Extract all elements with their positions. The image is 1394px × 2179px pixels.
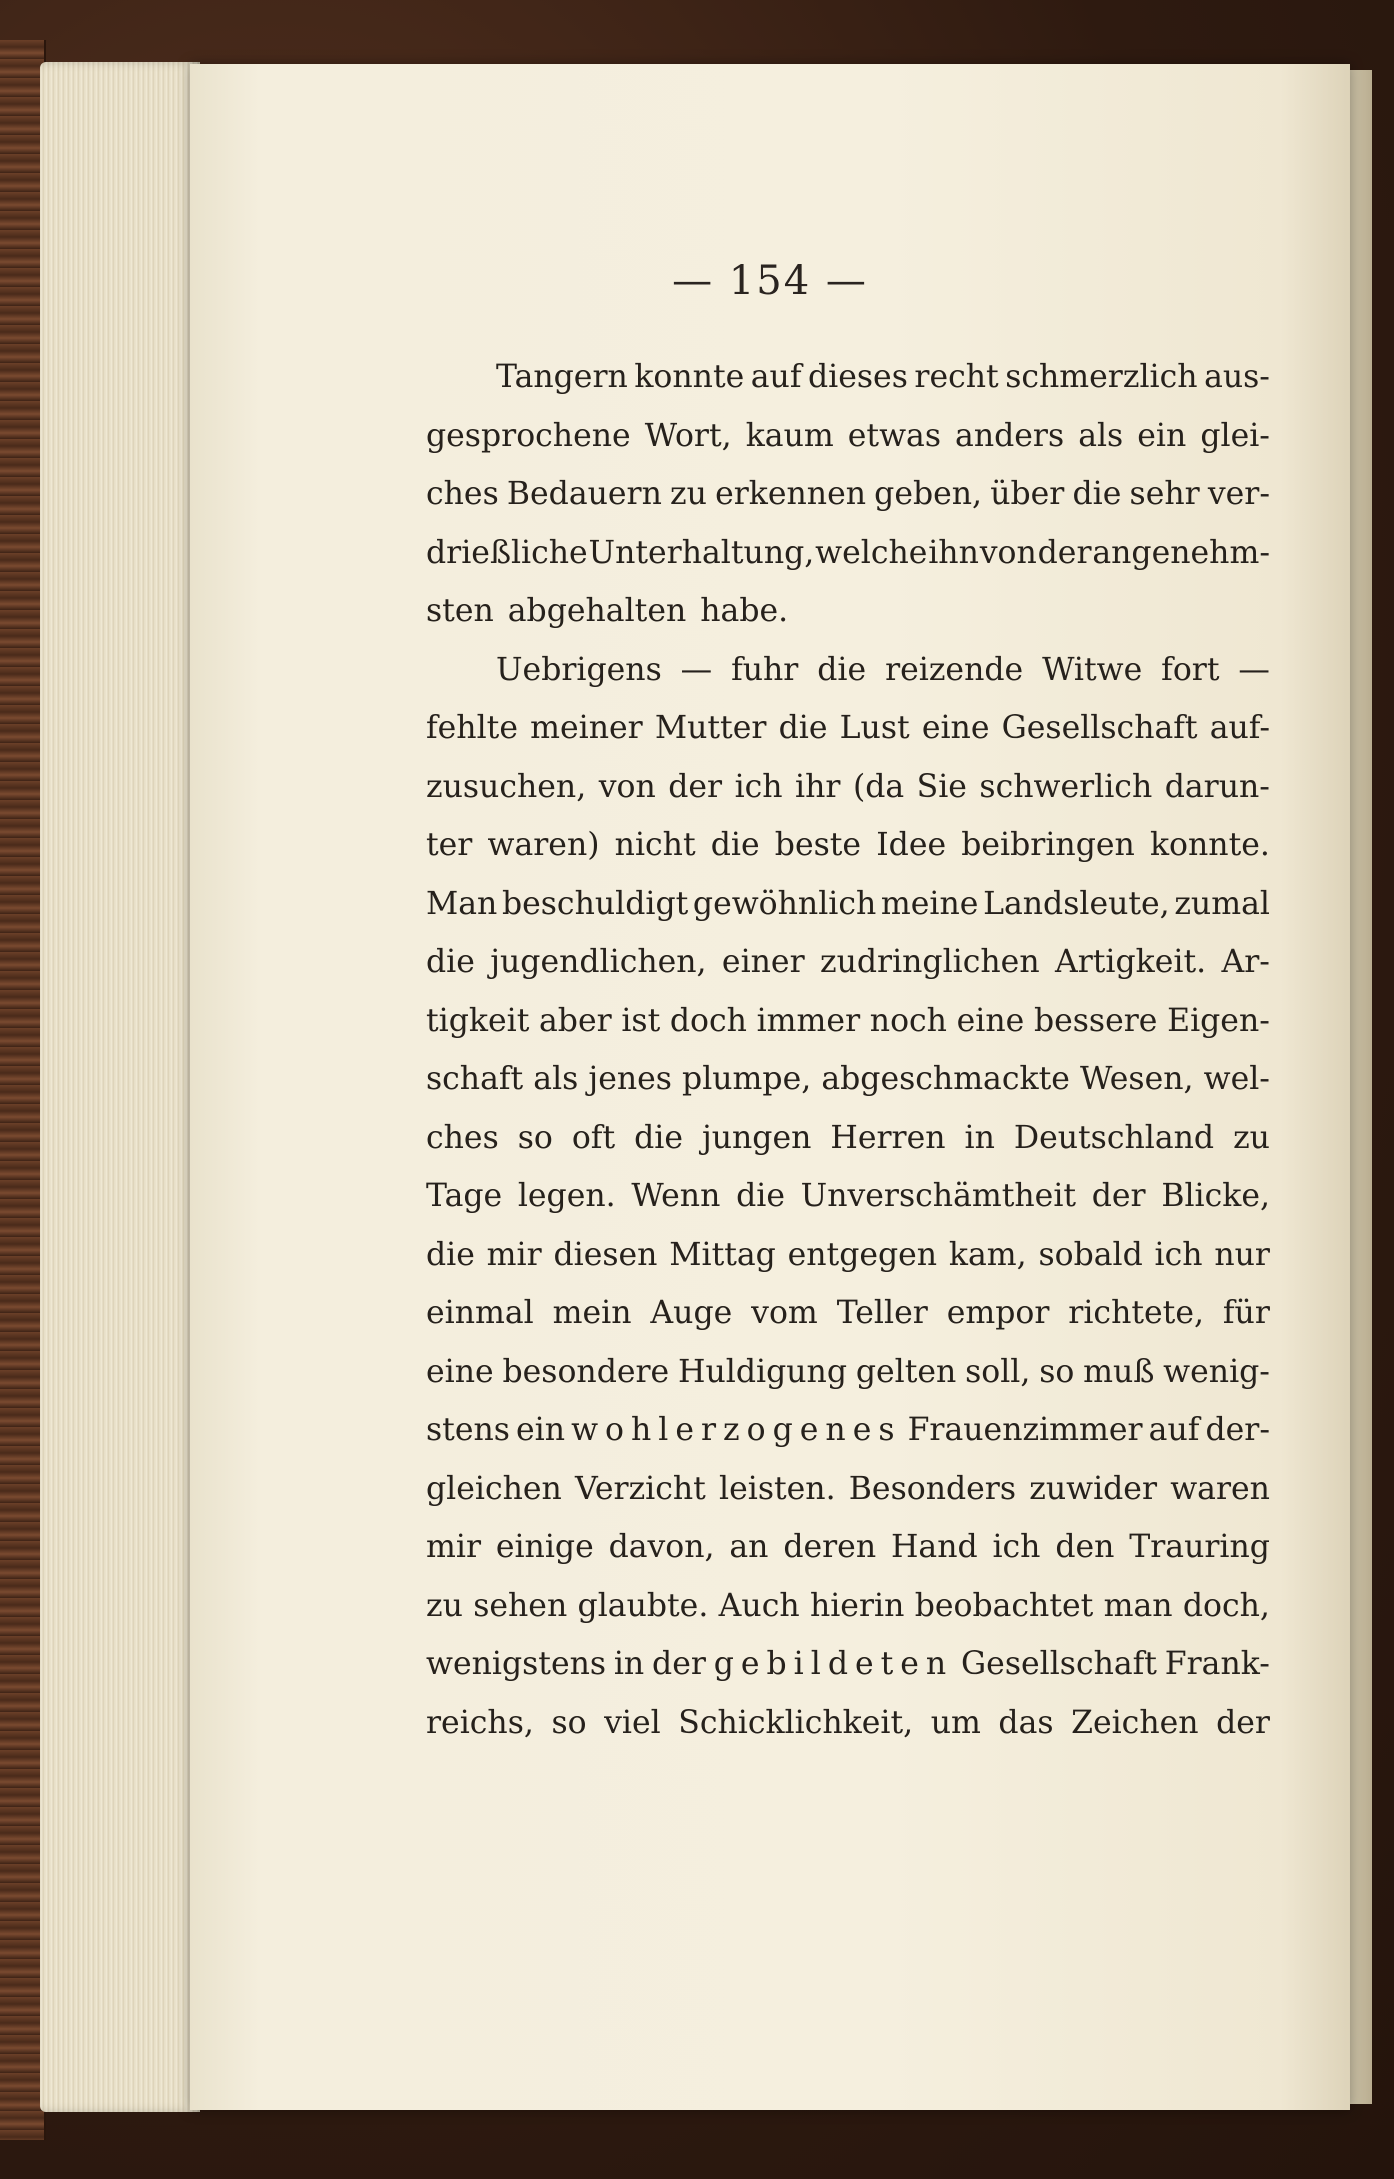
- word: noch: [869, 1002, 947, 1039]
- text-line: [426, 1577, 1270, 1636]
- word: Unverschämtheit: [800, 1178, 1077, 1214]
- word: glaubte.: [577, 1587, 709, 1624]
- word: bessere: [1033, 1002, 1158, 1039]
- page-number: — 154 —: [672, 258, 868, 304]
- word: soll,: [965, 1353, 1031, 1390]
- word: so: [1039, 1353, 1075, 1390]
- word: aus-: [1204, 359, 1270, 395]
- text-line: [426, 1460, 1270, 1519]
- word: ver-: [1207, 476, 1270, 512]
- word: glei-: [1200, 417, 1270, 454]
- word: hierin: [809, 1587, 905, 1624]
- word: ches: [426, 476, 499, 512]
- word: gelten: [855, 1353, 957, 1390]
- word: als: [533, 1061, 579, 1097]
- word: so: [517, 1119, 553, 1156]
- word: Besonders: [848, 1470, 1017, 1507]
- word: etwas: [847, 417, 941, 454]
- word: diesen: [553, 1236, 658, 1273]
- word: recht: [914, 359, 999, 395]
- word: über: [990, 476, 1065, 512]
- word: jugendlichen,: [490, 944, 707, 980]
- word: reizende: [885, 651, 1024, 688]
- word: jenes: [588, 1061, 672, 1097]
- word: immer: [756, 1002, 861, 1039]
- word: in: [964, 1119, 995, 1156]
- word: geben,: [874, 476, 983, 512]
- word: den: [1055, 1529, 1115, 1565]
- word: Frauenzimmer: [907, 1412, 1143, 1448]
- word: Mittag: [669, 1236, 776, 1273]
- word: die: [1072, 476, 1122, 512]
- word: fort: [1161, 651, 1220, 688]
- page-stack-edges: [40, 62, 200, 2112]
- text-line: [426, 1109, 1270, 1168]
- word: die: [778, 710, 828, 746]
- text-line: [426, 407, 1270, 466]
- word: abgehalten: [507, 593, 687, 629]
- word: —: [1238, 651, 1270, 688]
- text-line: [426, 348, 1270, 407]
- text-line: [426, 465, 1270, 524]
- word: Teller: [836, 1295, 928, 1331]
- word: waren: [1170, 1470, 1270, 1507]
- word: angenehm-: [1092, 534, 1270, 571]
- word: Huldigung: [678, 1353, 847, 1390]
- word: Wenn: [631, 1178, 721, 1214]
- word: Frank-: [1164, 1646, 1270, 1682]
- word: meine: [880, 885, 979, 922]
- word: muß: [1083, 1353, 1155, 1390]
- word: die: [817, 651, 867, 688]
- word: Tangern: [496, 359, 628, 395]
- word: die: [634, 1119, 683, 1156]
- word: Tage: [426, 1178, 503, 1214]
- word: legen.: [517, 1178, 616, 1214]
- word: ein: [515, 1412, 565, 1448]
- word: der: [1037, 534, 1092, 571]
- word: eine: [956, 1002, 1025, 1039]
- text-line: [426, 933, 1270, 992]
- word: Hand: [890, 1529, 978, 1565]
- word: Auge: [650, 1295, 733, 1331]
- word: ich: [1154, 1236, 1203, 1273]
- word: eine: [921, 710, 990, 746]
- word: erkennen: [715, 476, 867, 512]
- word: ihr: [795, 768, 841, 805]
- word: wel-: [1203, 1061, 1270, 1097]
- word: ich: [992, 1529, 1041, 1565]
- word: Unterhaltung,: [588, 534, 815, 571]
- word: das: [998, 1704, 1054, 1741]
- word: darun-: [1164, 768, 1270, 805]
- word: zumal: [1174, 885, 1270, 922]
- word: aber: [539, 1002, 612, 1039]
- text-line: [426, 875, 1270, 934]
- word: sten: [426, 593, 494, 629]
- word: empor: [946, 1295, 1050, 1331]
- word: leisten.: [719, 1470, 836, 1507]
- word: man: [1103, 1587, 1173, 1624]
- word: fehlte: [426, 710, 518, 746]
- word: plumpe,: [682, 1061, 812, 1097]
- word: anders: [955, 417, 1065, 454]
- word: Deutschland: [1013, 1119, 1215, 1156]
- word: nicht: [614, 827, 696, 863]
- word: der: [652, 1646, 706, 1682]
- word: ches: [426, 1119, 499, 1156]
- word: auf-: [1209, 710, 1270, 746]
- word: drießliche: [426, 534, 588, 571]
- text-line: [426, 582, 1270, 641]
- word: einige: [495, 1529, 594, 1565]
- word: an: [729, 1529, 769, 1565]
- word: die: [426, 1236, 475, 1273]
- word: habe.: [700, 593, 789, 629]
- word: beobachtet: [914, 1587, 1094, 1624]
- word: der: [1091, 1178, 1146, 1214]
- word: gleichen: [426, 1470, 562, 1507]
- word: doch,: [1182, 1587, 1270, 1624]
- word: Bedauern: [506, 476, 662, 512]
- word: mir: [486, 1236, 542, 1273]
- text-line: [426, 816, 1270, 875]
- word: schaft: [426, 1061, 524, 1097]
- text-line: [426, 1635, 1270, 1694]
- word: beibringen: [961, 827, 1135, 863]
- word: so: [551, 1704, 587, 1741]
- word: kaum: [745, 417, 834, 454]
- word: die: [710, 827, 760, 863]
- text-line: [426, 758, 1270, 817]
- text-line: [426, 1167, 1270, 1226]
- text-line: [426, 641, 1270, 700]
- text-line: [426, 1050, 1270, 1109]
- word: abgeschmackte: [821, 1061, 1070, 1097]
- word: auf: [750, 359, 802, 395]
- text-line: [426, 1284, 1270, 1343]
- word: Schicklichkeit,: [678, 1704, 914, 1741]
- word: viel: [604, 1704, 661, 1741]
- word: (da: [852, 768, 905, 805]
- word: in: [613, 1646, 645, 1682]
- text-line: [426, 1518, 1270, 1577]
- word: jungen: [701, 1119, 812, 1156]
- word: eine: [426, 1353, 494, 1390]
- word: vom: [751, 1295, 818, 1331]
- word: stens: [426, 1412, 510, 1448]
- word: Sie: [916, 768, 967, 805]
- word: zu: [670, 476, 707, 512]
- word: oft: [571, 1119, 616, 1156]
- word: Trauring: [1129, 1529, 1270, 1565]
- word: reichs,: [426, 1704, 534, 1741]
- word: schwerlich: [979, 768, 1153, 805]
- word: schmerzlich: [1005, 359, 1198, 395]
- word: davon,: [608, 1529, 715, 1565]
- word: Wort,: [644, 417, 732, 454]
- word: beschuldigt: [501, 885, 689, 922]
- word: Verzicht: [575, 1470, 706, 1507]
- word: Gesellschaft: [961, 1646, 1157, 1682]
- word: zuwider: [1029, 1470, 1158, 1507]
- word: einer: [721, 944, 805, 980]
- word: dieses: [808, 359, 908, 395]
- word: Ar-: [1221, 944, 1270, 980]
- word: gesprochene: [426, 417, 631, 454]
- word: waren): [487, 827, 600, 863]
- word: Landsleute,: [983, 885, 1170, 922]
- word: Gesellschaft: [1001, 710, 1198, 746]
- word: konnte.: [1149, 827, 1270, 863]
- text-line: [426, 699, 1270, 758]
- word: Herren: [830, 1119, 946, 1156]
- word: zu: [1233, 1119, 1270, 1156]
- word: von: [598, 768, 656, 805]
- word: Witwe: [1042, 651, 1143, 688]
- word: gebildeten: [713, 1646, 954, 1682]
- text-line: [426, 1694, 1270, 1753]
- text-line: [426, 1401, 1270, 1460]
- word: auf: [1148, 1412, 1200, 1448]
- word: ein: [1137, 417, 1187, 454]
- word: —: [680, 651, 713, 688]
- word: sehen: [473, 1587, 568, 1624]
- word: mir: [426, 1529, 482, 1565]
- word: sehr: [1129, 476, 1200, 512]
- word: nur: [1214, 1236, 1270, 1273]
- word: gewöhnlich: [692, 885, 877, 922]
- word: einmal: [426, 1295, 534, 1331]
- word: Zeichen: [1071, 1704, 1199, 1741]
- word: zu: [426, 1587, 463, 1624]
- word: sobald: [1038, 1236, 1143, 1273]
- page-right-edge: [1348, 70, 1372, 2104]
- text-line: [426, 992, 1270, 1051]
- word: wenig-: [1163, 1353, 1270, 1390]
- word: Idee: [876, 827, 947, 863]
- word: mein: [552, 1295, 632, 1331]
- word: Man: [426, 885, 498, 922]
- word: zudringlichen: [819, 944, 1040, 980]
- word: von: [979, 534, 1037, 571]
- body-text: [426, 348, 1270, 1752]
- word: Artigkeit.: [1054, 944, 1207, 980]
- word: Auch: [718, 1587, 800, 1624]
- word: für: [1222, 1295, 1270, 1331]
- text-line: [426, 1226, 1270, 1285]
- word: der: [1216, 1704, 1270, 1741]
- word: tigkeit: [426, 1002, 530, 1039]
- word: ihn: [928, 534, 979, 571]
- word: wohlerzogenes: [571, 1412, 902, 1448]
- word: konnte: [634, 359, 745, 395]
- word: Eigen-: [1167, 1002, 1270, 1039]
- word: ich: [734, 768, 783, 805]
- word: richtete,: [1068, 1295, 1204, 1331]
- word: Blicke,: [1161, 1178, 1270, 1214]
- word: wenigstens: [426, 1646, 607, 1682]
- word: doch: [669, 1002, 747, 1039]
- word: entgegen: [787, 1236, 938, 1273]
- text-line: [426, 1343, 1270, 1402]
- text-line: [426, 524, 1270, 583]
- word: deren: [783, 1529, 877, 1565]
- word: zusuchen,: [426, 768, 587, 805]
- word: Mutter: [654, 710, 767, 746]
- word: ist: [621, 1002, 661, 1039]
- word: die: [426, 944, 475, 980]
- word: der-: [1205, 1412, 1270, 1448]
- word: meiner: [530, 710, 643, 746]
- word: ter: [426, 827, 473, 863]
- word: der: [668, 768, 723, 805]
- word: Lust: [839, 710, 910, 746]
- word: beste: [774, 827, 862, 863]
- word: kam,: [948, 1236, 1027, 1273]
- word: besondere: [502, 1353, 670, 1390]
- word: als: [1078, 417, 1124, 454]
- word: Uebrigens: [496, 651, 662, 688]
- word: fuhr: [731, 651, 799, 688]
- word: welche: [815, 534, 928, 571]
- word: Wesen,: [1079, 1061, 1194, 1097]
- word: um: [930, 1704, 981, 1741]
- word: die: [736, 1178, 785, 1214]
